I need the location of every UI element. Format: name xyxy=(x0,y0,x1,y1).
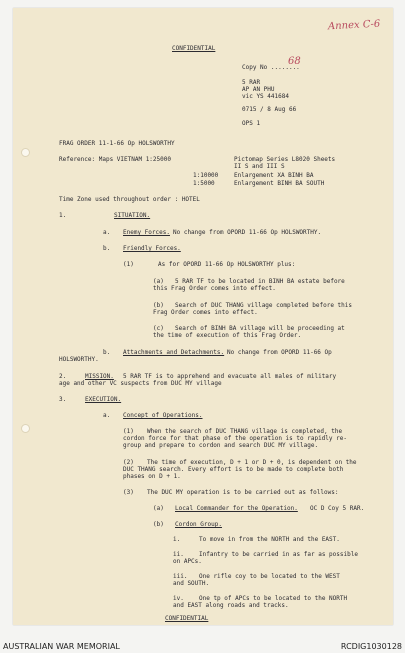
cordon-ii-number: ii. xyxy=(173,551,184,558)
para-3a-letter: a. xyxy=(103,412,111,419)
para-1c-text: No change from OPORD 11-66 Op xyxy=(227,349,332,356)
section-2-line2: age and other VC suspects from DUC MY village xyxy=(59,380,222,387)
cordon-i-number: i. xyxy=(173,536,181,543)
para-3a2-line3: phases on D + 1. xyxy=(123,473,181,480)
unit: 5 RAR xyxy=(242,79,261,86)
section-2-number: 2. xyxy=(59,373,67,380)
reference-label: Reference: Maps VIETNAM 1:25000 xyxy=(59,156,171,163)
para-3a2-line1: The time of execution, D + 1 or D + 0, is dependent on the xyxy=(147,459,357,466)
para-1b-label: Friendly Forces. xyxy=(123,245,181,252)
document-page xyxy=(13,8,393,625)
para-1b-letter: b. xyxy=(103,245,111,252)
cordon-i-text: To move in from the NORTH and the EAST. xyxy=(199,536,340,543)
para-1b1b-letter: (b) xyxy=(153,302,164,309)
para-1c-letter: b. xyxy=(103,349,111,356)
reference-1-text: Pictomap Series L8020 Sheets xyxy=(234,156,336,163)
para-1b1c-line2: the time of execution of this Frag Order. xyxy=(153,332,302,339)
classification-top: CONFIDENTIAL xyxy=(172,45,216,52)
para-3a2-number: (2) xyxy=(123,459,134,466)
cordon-iii-number: iii. xyxy=(173,573,188,580)
para-1b1a-letter: (a) xyxy=(153,278,164,285)
para-3a1-line2: cordon force for that phase of the operation is to rapidly re- xyxy=(123,435,347,442)
reference-2-scale: 1:10000 xyxy=(193,172,219,179)
ops-reference: OPS 1 xyxy=(242,120,261,127)
footer-institution: AUSTRALIAN WAR MEMORIAL xyxy=(3,642,120,651)
para-3a3b-letter: (b) xyxy=(153,521,164,528)
section-2-title: MISSION. xyxy=(85,373,114,380)
footer-record-id: RCDIG1030128 xyxy=(340,642,402,651)
reference-3-text: Enlargement BINH BA SOUTH xyxy=(234,180,325,187)
cordon-iv-number: iv. xyxy=(173,595,184,602)
para-3a3-text: The DUC MY operation is to be carried out as follows: xyxy=(147,489,339,496)
para-3a3a-label: Local Commander for the Operation. xyxy=(175,505,298,512)
para-1c-label: Attachments and Detachments. xyxy=(123,349,225,356)
classification-bottom: CONFIDENTIAL xyxy=(165,615,209,622)
para-1b1a-line1: 5 RAR TF to be located in BINH BA estate before xyxy=(175,278,345,285)
para-3a1-number: (1) xyxy=(123,428,134,435)
cordon-iii-line1: One rifle coy to be located to the WEST xyxy=(199,573,340,580)
reference-1b-text: II S and III S xyxy=(234,163,285,170)
copy-no-label: Copy No ........ xyxy=(242,64,300,71)
archive-footer xyxy=(0,628,405,653)
para-3a3-number: (3) xyxy=(123,489,134,496)
para-3a3b-label: Cordon Group. xyxy=(175,521,222,528)
cordon-ii-line1: Infantry to be carried in as far as possible xyxy=(199,551,358,558)
time-zone: Time Zone used throughout order : HOTEL xyxy=(59,196,200,203)
para-3a-label: Concept of Operations. xyxy=(123,412,203,419)
cordon-iv-line2: and EAST along roads and tracks. xyxy=(173,602,289,609)
section-1-number: 1. xyxy=(59,212,67,219)
annex-annotation: Annex C-6 xyxy=(327,18,381,33)
para-1b1a-line2: this Frag Order comes into effect. xyxy=(153,285,276,292)
date-time-group: 0715 / 8 Aug 66 xyxy=(242,106,297,113)
cordon-ii-line2: on APCs. xyxy=(173,558,202,565)
section-3-number: 3. xyxy=(59,396,67,403)
para-1b1c-line1: Search of BINH BA village will be proceeding at xyxy=(175,325,345,332)
para-1a-text: No change from OPORD 11-66 Op HOLSWORTHY. xyxy=(173,229,322,236)
section-3-title: EXECUTION. xyxy=(85,396,122,403)
para-1a-label: Enemy Forces. xyxy=(123,229,170,236)
para-1c-line2: HOLSWORTHY. xyxy=(59,356,99,363)
para-3a3a-letter: (a) xyxy=(153,505,164,512)
para-1a-letter: a. xyxy=(103,229,111,236)
para-3a3a-text: OC D Coy 5 RAR. xyxy=(310,505,365,512)
postal-location: AP AN PHU xyxy=(242,86,275,93)
para-1b1-number: (1) xyxy=(123,261,134,268)
para-3a1-line1: When the search of DUC THANG village is completed, the xyxy=(147,428,343,435)
para-1b1-text: As for OPORD 11-66 Op HOLSWORTHY plus: xyxy=(158,261,296,268)
para-1b1b-line1: Search of DUC THANG village completed before this xyxy=(175,302,353,309)
grid-reference: vic YS 441684 xyxy=(242,93,289,100)
para-3a2-line2: DUC THANG search. Every effort is to be made to complete both xyxy=(123,466,344,473)
section-2-line1: 5 RAR TF is to apprehend and evacuate all males of military xyxy=(123,373,337,380)
punch-hole-top xyxy=(21,148,30,157)
punch-hole-bottom xyxy=(21,424,30,433)
cordon-iv-line1: One tp of APCs to be located to the NORTH xyxy=(199,595,348,602)
frag-order-title: FRAG ORDER 11-1-66 Op HOLSWORTHY xyxy=(59,140,175,147)
reference-2-text: Enlargement XA BINH BA xyxy=(234,172,314,179)
reference-3-scale: 1:5000 xyxy=(193,180,215,187)
para-1b1b-line2: Frag Order comes into effect. xyxy=(153,309,258,316)
section-1-title: SITUATION. xyxy=(114,212,151,219)
para-3a1-line3: group and prepare to cordon and search DUC MY village. xyxy=(123,442,319,449)
copy-number: 68 xyxy=(288,56,301,67)
para-1b1c-letter: (c) xyxy=(153,325,164,332)
cordon-iii-line2: and SOUTH. xyxy=(173,580,210,587)
